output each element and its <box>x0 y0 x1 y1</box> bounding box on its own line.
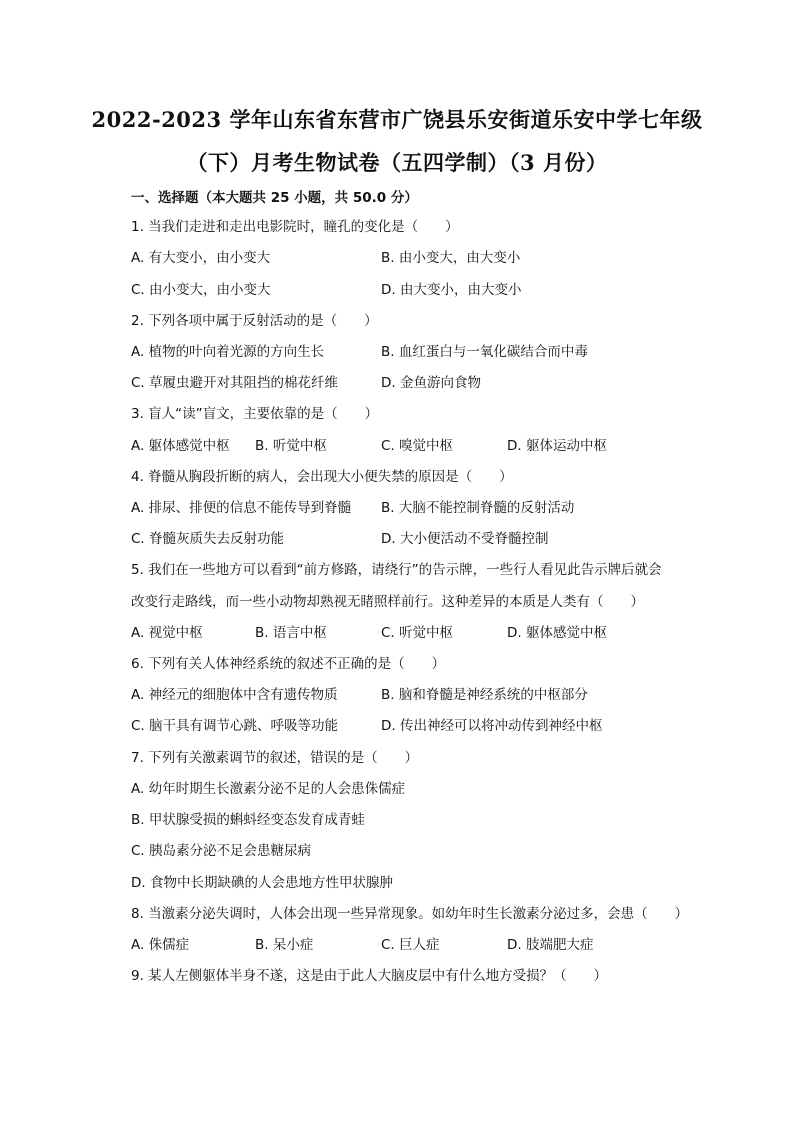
question-3-option-d: D. 躯体运动中枢 <box>507 438 607 454</box>
question-8-option-b: B. 呆小症 <box>255 937 314 953</box>
question-3-option-a: A. 躯体感觉中枢 <box>131 438 230 454</box>
question-4-option-d: D. 大小便活动不受脊髓控制 <box>381 531 549 547</box>
question-6-option-d: D. 传出神经可以将冲动传到神经中枢 <box>381 718 603 734</box>
question-8-stem: 8. 当激素分泌失调时，人体会出现一些异常现象。如幼年时生长激素分泌过多，会患（ ） <box>131 906 689 922</box>
question-5-option-a: A. 视觉中枢 <box>131 625 203 641</box>
question-7-option-d: D. 食物中长期缺碘的人会患地方性甲状腺肿 <box>131 875 393 891</box>
question-2-option-b: B. 血红蛋白与一氧化碳结合而中毒 <box>381 344 588 360</box>
question-7-option-a: A. 幼年时期生长激素分泌不足的人会患侏儒症 <box>131 781 406 797</box>
exam-title-line-1: 2022-2023 学年山东省东营市广饶县乐安街道乐安中学七年级 <box>91 107 703 132</box>
question-8-option-c: C. 巨人症 <box>381 937 440 953</box>
question-5-option-d: D. 躯体感觉中枢 <box>507 625 607 641</box>
question-3-stem: 3. 盲人“读”盲文，主要依靠的是（ ） <box>131 406 379 422</box>
question-5-stem-line-1: 5. 我们在一些地方可以看到“前方修路，请绕行”的告示牌，一些行人看见此告示牌后就会 <box>131 562 662 578</box>
question-6-stem: 6. 下列有关人体神经系统的叙述不正确的是（ ） <box>131 656 446 672</box>
question-6-option-b: B. 脑和脊髓是神经系统的中枢部分 <box>381 687 588 703</box>
question-1-stem: 1. 当我们走进和走出电影院时，瞳孔的变化是（ ） <box>131 219 459 235</box>
question-2-option-a: A. 植物的叶向着光源的方向生长 <box>131 344 325 360</box>
question-5-stem-line-2: 改变行走路线，而一些小动物却熟视无睹照样前行。这种差异的本质是人类有（ ） <box>131 594 644 610</box>
question-8-option-a: A. 侏儒症 <box>131 937 190 953</box>
question-3-option-b: B. 听觉中枢 <box>255 438 327 454</box>
question-4-option-a: A. 排尿、排便的信息不能传导到脊髓 <box>131 500 352 516</box>
question-2-stem: 2. 下列各项中属于反射活动的是（ ） <box>131 313 378 329</box>
question-4-option-b: B. 大脑不能控制脊髓的反射活动 <box>381 500 575 516</box>
question-1-option-c: C. 由小变大，由小变大 <box>131 282 271 298</box>
question-6-option-c: C. 脑干具有调节心跳、呼吸等功能 <box>131 718 339 734</box>
question-5-option-c: C. 听觉中枢 <box>381 625 454 641</box>
question-1-option-b: B. 由小变大，由大变小 <box>381 250 521 266</box>
section-heading: 一、选择题（本大题共 25 小题，共 50.0 分） <box>131 190 418 206</box>
question-8-option-d: D. 肢端肥大症 <box>507 937 594 953</box>
question-1-option-d: D. 由大变小，由大变小 <box>381 282 522 298</box>
question-2-option-c: C. 草履虫避开对其阻挡的棉花纤维 <box>131 375 339 391</box>
question-4-stem: 4. 脊髓从胸段折断的病人，会出现大小便失禁的原因是（ ） <box>131 469 513 485</box>
question-5-option-b: B. 语言中枢 <box>255 625 327 641</box>
exam-title-line-2: （下）月考生物试卷（五四学制）（3 月份） <box>186 150 608 175</box>
question-4-option-c: C. 脊髓灰质失去反射功能 <box>131 531 285 547</box>
question-7-option-b: B. 甲状腺受损的蝌蚪经变态发育成青蛙 <box>131 812 365 828</box>
question-1-option-a: A. 有大变小，由小变大 <box>131 250 271 266</box>
question-7-option-c: C. 胰岛素分泌不足会患糖尿病 <box>131 843 312 859</box>
question-9-stem: 9. 某人左侧躯体半身不遂，这是由于此人大脑皮层中有什么地方受损？（ ） <box>131 968 608 984</box>
question-7-stem: 7. 下列有关激素调节的叙述，错误的是（ ） <box>131 750 419 766</box>
question-3-option-c: C. 嗅觉中枢 <box>381 438 454 454</box>
question-2-option-d: D. 金鱼游向食物 <box>381 375 481 391</box>
question-6-option-a: A. 神经元的细胞体中含有遗传物质 <box>131 687 338 703</box>
